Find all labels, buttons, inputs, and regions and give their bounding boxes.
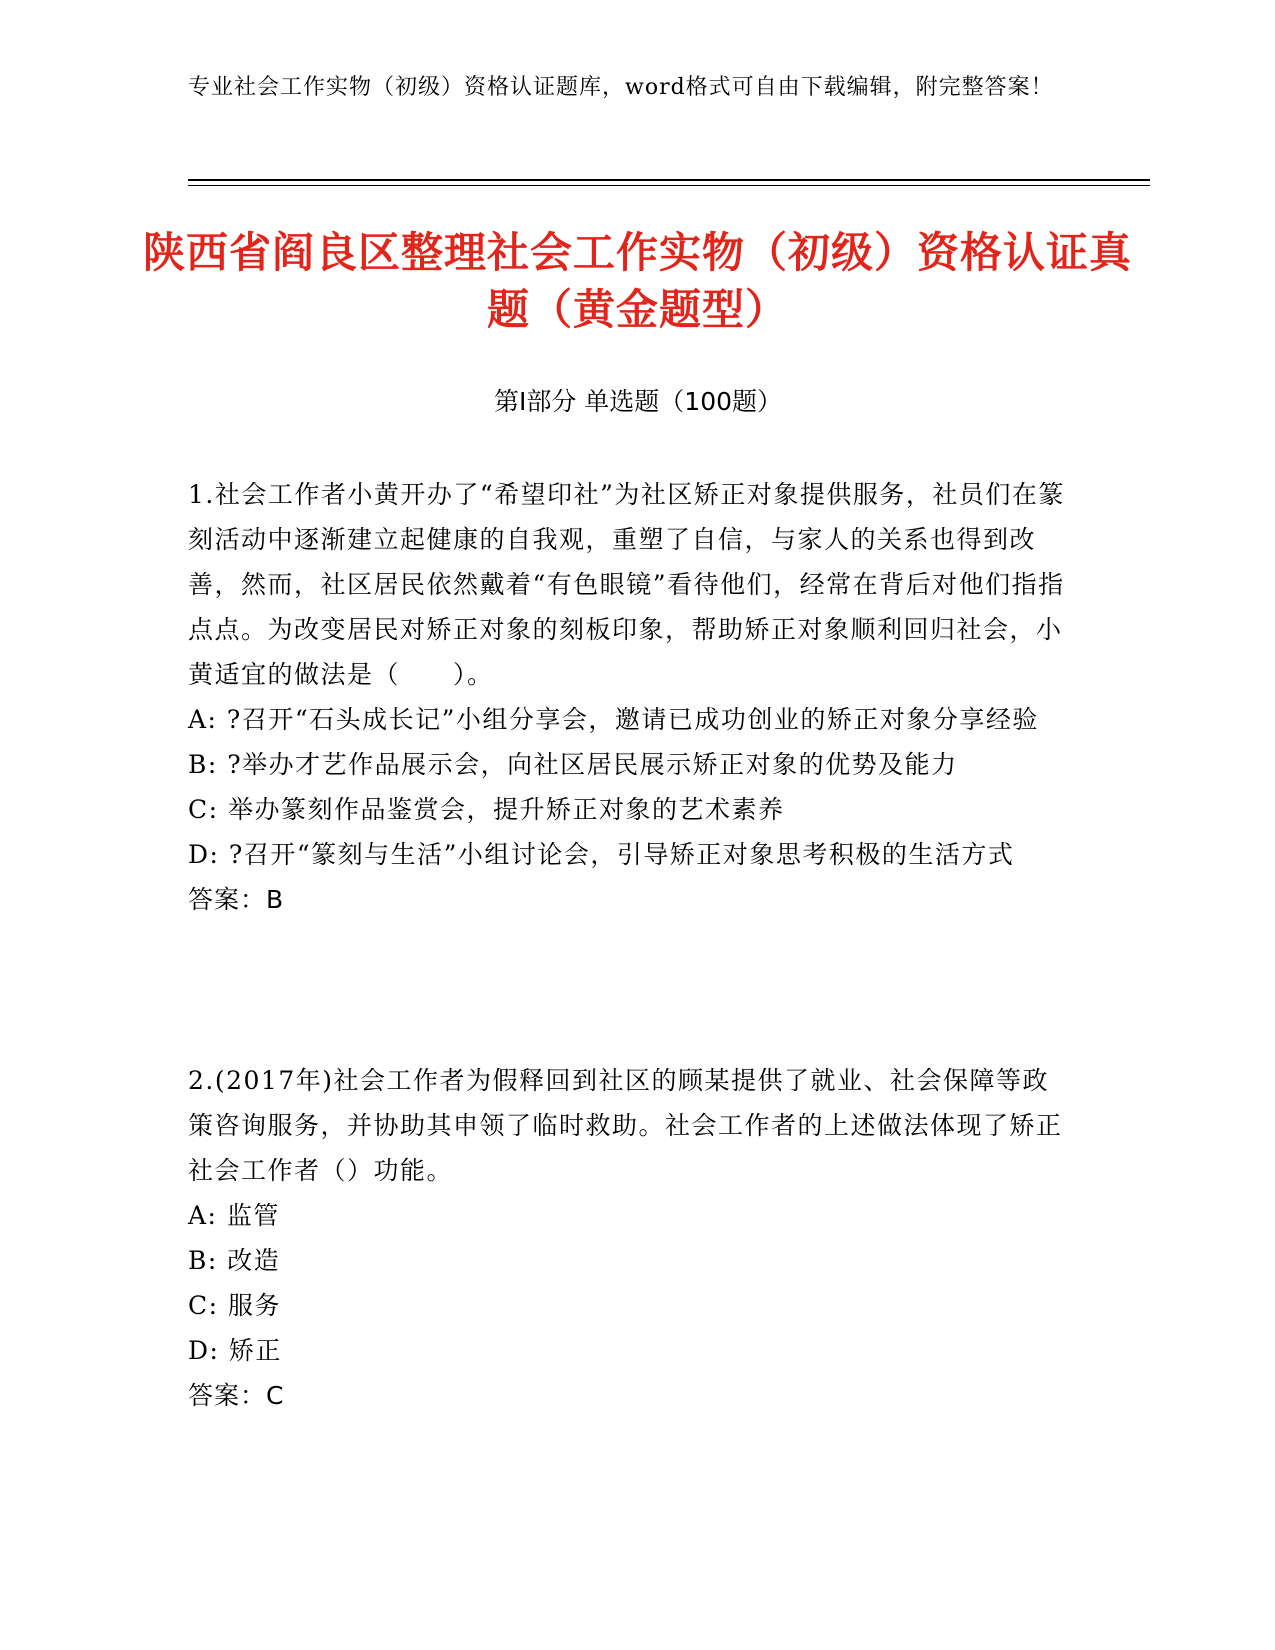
option-d: D: ?召开“篆刻与生活”小组讨论会，引导矫正对象思考积极的生活方式 — [188, 840, 1015, 869]
question-2 — [188, 1058, 1073, 1418]
question-stem: 1.社会工作者小黄开办了“希望印社”为社区矫正对象提供服务，社员们在篆刻活动中逐渐建立起健康的自我观，重塑了自信，与家人的关系也得到改善，然而，社区居民依然戴着“有色眼镜”看待他们，经常在背后对他们指指点点。为改变居民对矫正对象的刻板印象，帮助矫正对象顺利回归社会，小黄适宜的做法是（ ）。 — [188, 480, 1065, 689]
option-b: B: 改造 — [188, 1246, 281, 1275]
option-d: D: 矫正 — [188, 1336, 282, 1365]
question-1 — [188, 472, 1073, 922]
document-title: 陕西省阎良区整理社会工作实物（初级）资格认证真题（黄金题型） — [142, 228, 1132, 334]
option-c: C: 举办篆刻作品鉴赏会，提升矫正对象的艺术素养 — [188, 795, 785, 824]
section-heading: 第Ⅰ部分 单选题（100题） — [493, 387, 783, 416]
answer-label: 答案：B — [188, 885, 285, 914]
header-divider-thick — [188, 179, 1150, 181]
question-stem: 2.(2017年)社会工作者为假释回到社区的顾某提供了就业、社会保障等政策咨询服务，并协助其申领了临时救助。社会工作者的上述做法体现了矫正社会工作者（）功能。 — [188, 1066, 1063, 1185]
option-c: C: 服务 — [188, 1291, 281, 1320]
header-divider-thin — [188, 185, 1150, 186]
header-note: 专业社会工作实物（初级）资格认证题库，word格式可自由下载编辑，附完整答案！ — [188, 75, 1054, 100]
answer-label: 答案：C — [188, 1381, 285, 1410]
option-a: A: ?召开“石头成长记”小组分享会，邀请已成功创业的矫正对象分享经验 — [188, 705, 1039, 734]
option-a: A: 监管 — [188, 1201, 280, 1230]
option-b: B: ?举办才艺作品展示会，向社区居民展示矫正对象的优势及能力 — [188, 750, 958, 779]
